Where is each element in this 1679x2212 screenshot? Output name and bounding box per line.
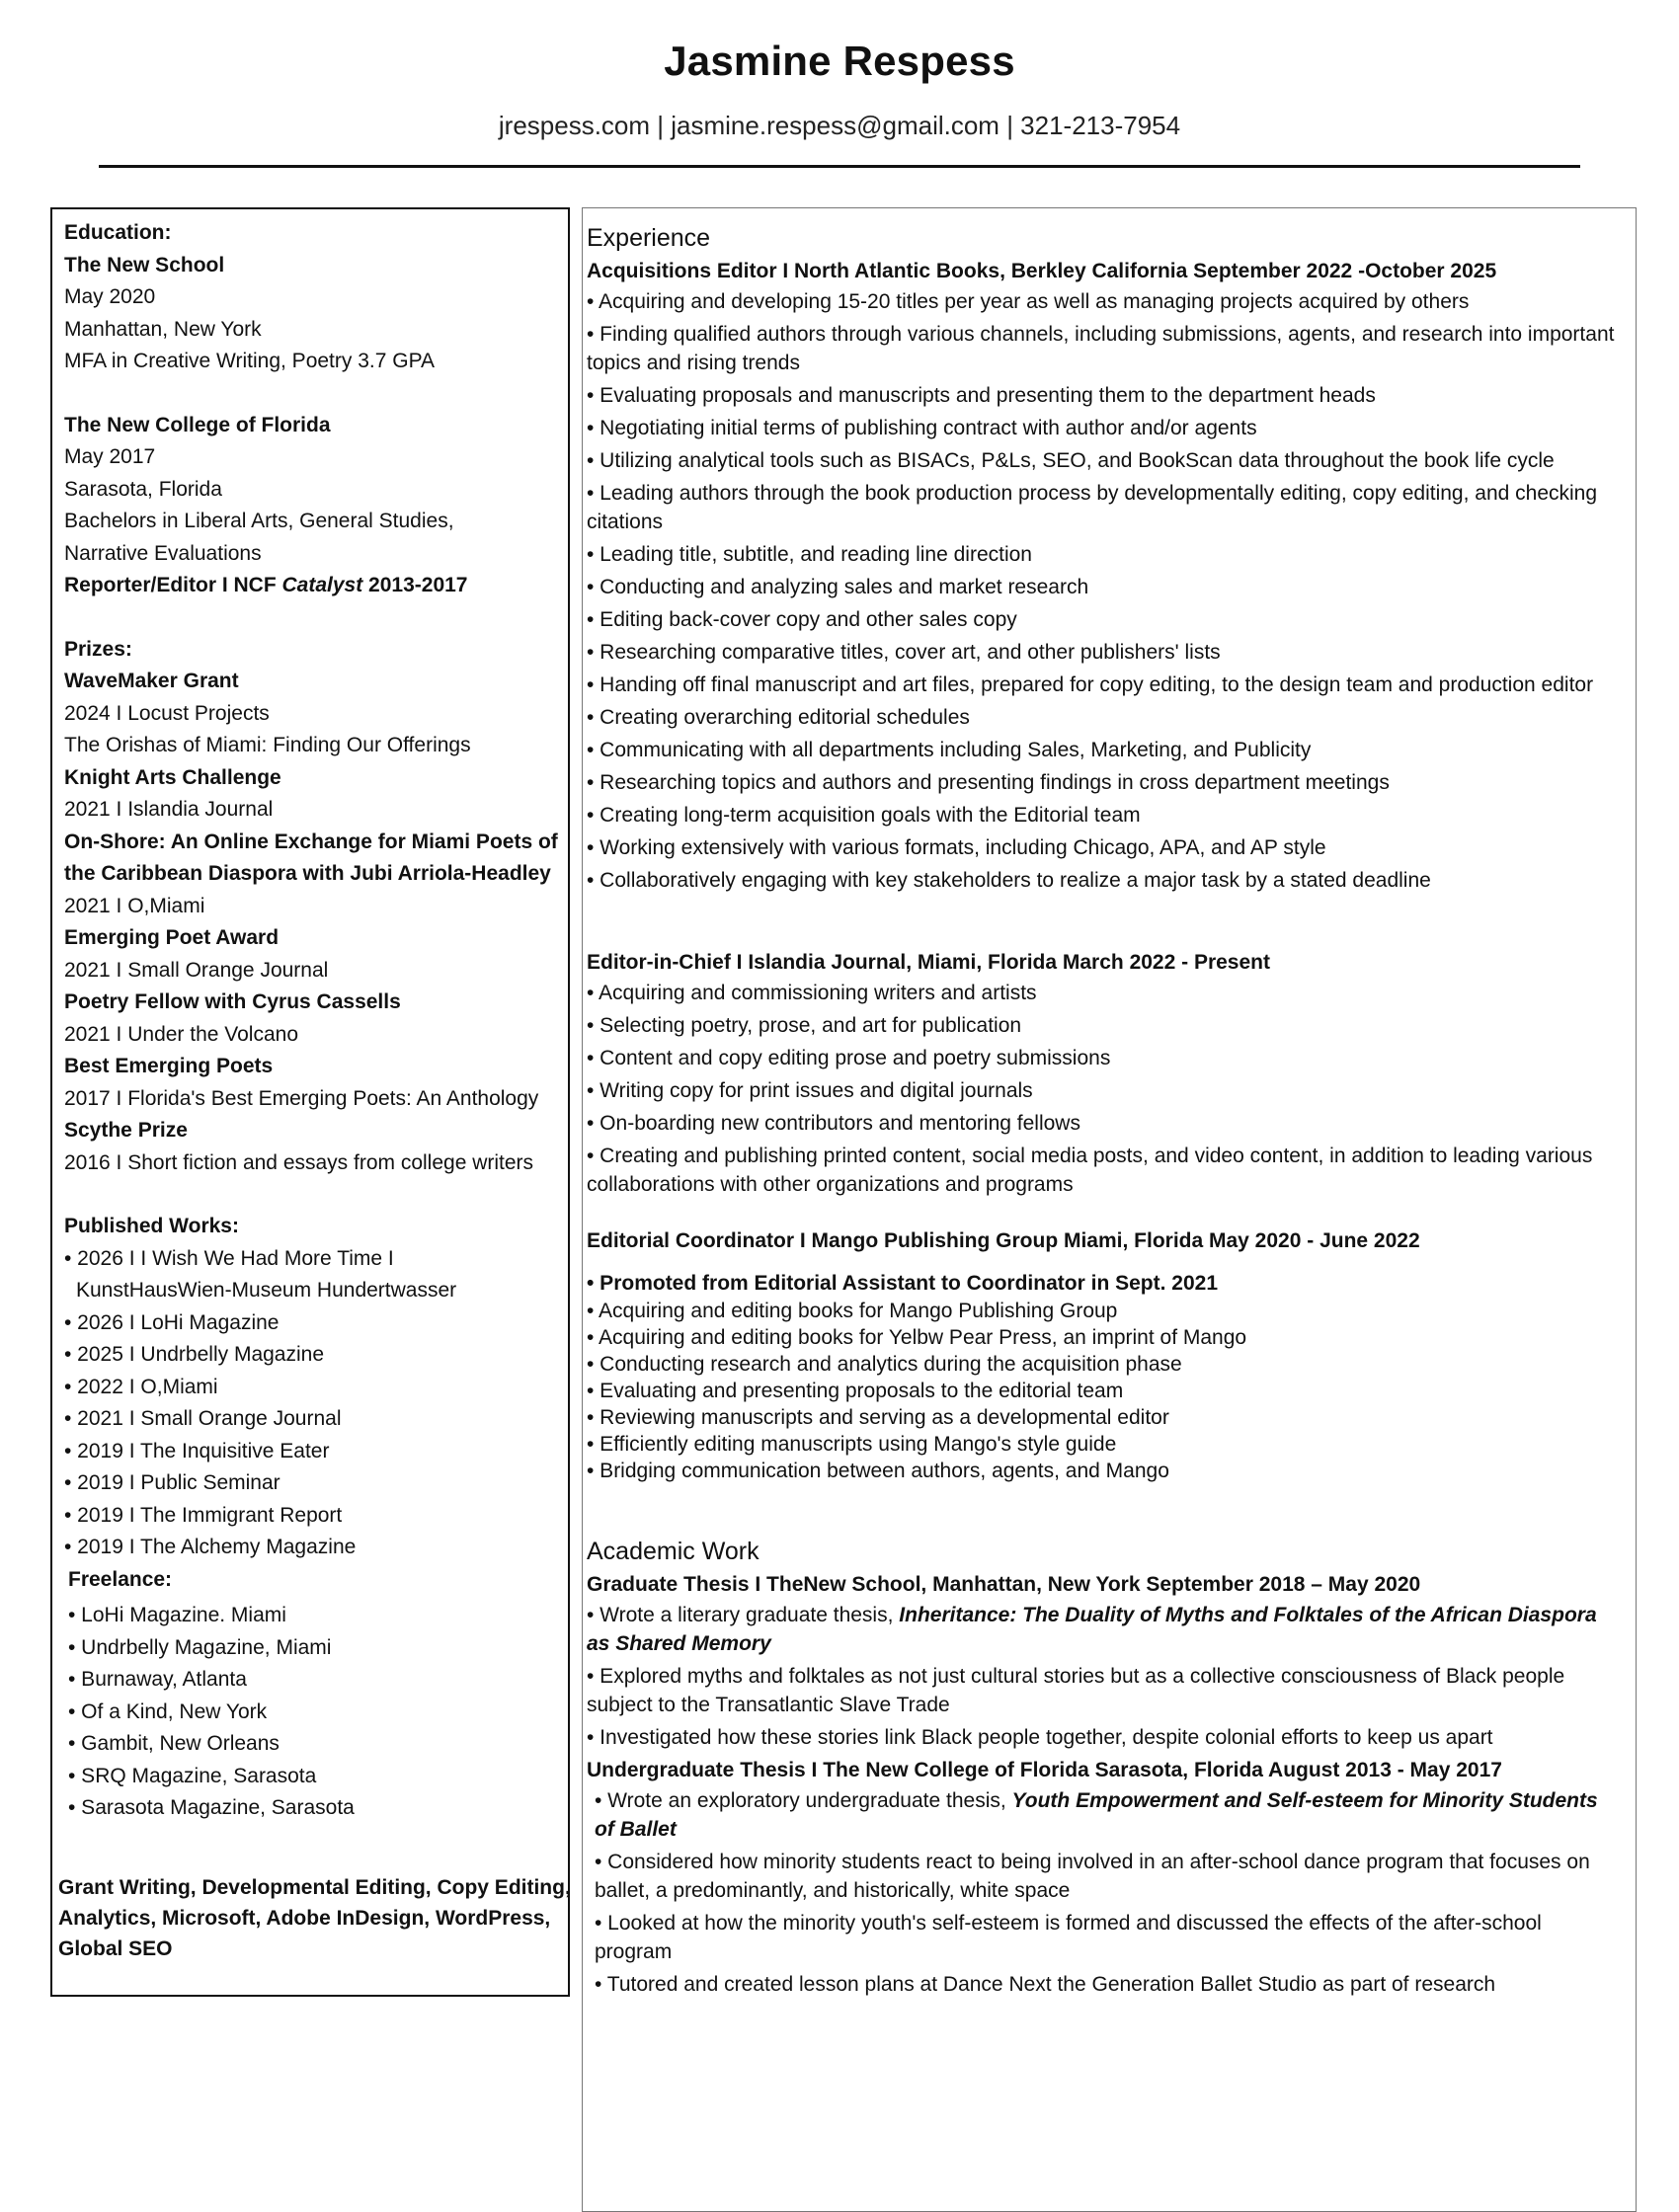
prize-detail: 2024 I Locust Projects <box>64 701 270 725</box>
prize-name: Best Emerging Poets <box>64 1055 274 1077</box>
spacer <box>587 1203 1622 1224</box>
school-name: The New School <box>64 253 225 276</box>
job-bullet: • Acquiring and editing books for Mango Publishing Group <box>587 1300 1118 1322</box>
freelance-item: • SRQ Magazine, Sarasota <box>68 1764 317 1787</box>
spacer <box>587 899 1622 946</box>
published-item: • 2026 I LoHi Magazine <box>64 1310 280 1334</box>
prize-detail: The Orishas of Miami: Finding Our Offerings <box>64 734 471 756</box>
published-item: • 2021 I Small Orange Journal <box>64 1407 342 1430</box>
job-bullet: • Evaluating proposals and manuscripts and presenting them to the department heads <box>587 384 1376 407</box>
education-heading: Education: <box>64 221 172 244</box>
reporter-role-prefix: Reporter/Editor I NCF <box>64 574 282 596</box>
reporter-role <box>64 570 558 602</box>
job-bullet: • Finding qualified authors through various channels, including submissions, agents, and research into important topics and rising trends <box>587 323 1615 374</box>
school-detail: May 2017 <box>64 445 156 468</box>
thesis-bullets <box>587 1601 1622 1752</box>
job-bullet: • Leading authors through the book production process by developmentally editing, copy editing, and checking citations <box>587 482 1598 533</box>
freelance-item: • LoHi Magazine. Miami <box>68 1604 286 1626</box>
published-item: • 2019 I Public Seminar <box>64 1471 280 1494</box>
school-detail: Bachelors in Liberal Arts, General Studies, <box>64 510 454 532</box>
freelance-list <box>64 1600 558 1825</box>
thesis-bullet: • Explored myths and folktales as not just cultural stories but as a collective consciousness of Black people subject to the Transatlantic Slave Trade <box>587 1665 1565 1716</box>
prize-detail: 2016 I Short fiction and essays from college writers <box>64 1150 534 1174</box>
prize-detail: 2021 I Under the Volcano <box>64 1022 299 1046</box>
job-bullet: • Evaluating and presenting proposals to the editorial team <box>587 1380 1124 1402</box>
spacer <box>64 1825 558 1872</box>
published-item: • 2019 I The Inquisitive Eater <box>64 1439 330 1462</box>
job-bullet: • Communicating with all departments including Sales, Marketing, and Publicity <box>587 739 1312 761</box>
published-item: • 2025 I Undrbelly Magazine <box>64 1343 325 1366</box>
job-bullet: • Conducting and analyzing sales and market research <box>587 576 1089 598</box>
thesis-work-title: Inheritance: The Duality of Myths and Folktales of the African Diaspora as Shared Memory <box>587 1604 1597 1655</box>
job-bullet: • Editing back-cover copy and other sales copy <box>587 608 1017 631</box>
prize-name: Emerging Poet Award <box>64 926 280 949</box>
freelance-heading: Freelance: <box>68 1567 173 1591</box>
job-bullet: • Working extensively with various formats, including Chicago, APA, and AP style <box>587 836 1326 859</box>
job-bullet: • Handing off final manuscript and art files, prepared for copy editing, to the design team and production editor <box>587 673 1594 696</box>
academic-heading: Academic Work <box>587 1538 760 1565</box>
prize-detail: 2021 I Small Orange Journal <box>64 958 329 982</box>
job-bullet: • Creating and publishing printed content, social media posts, and video content, in addition to leading various collaborations with other organizations and programs <box>587 1145 1593 1196</box>
spacer <box>64 378 558 410</box>
prize-name-cont: the Caribbean Diaspora with Jubi Arriola-Headley <box>64 862 551 885</box>
job-title: Acquisitions Editor I North Atlantic Books, Berkley California September 2022 -October 2025 <box>587 260 1497 282</box>
thesis-bullet <box>587 1601 1622 1658</box>
job-bullet: • Bridging communication between authors, agents, and Mango <box>587 1460 1169 1482</box>
header-divider <box>99 165 1580 168</box>
job-bullet: • Creating overarching editorial schedules <box>587 706 970 729</box>
job-bullets <box>587 979 1622 1199</box>
thesis-bullet-prefix: • Wrote an exploratory undergraduate thesis, <box>595 1789 1012 1812</box>
prize-name: On-Shore: An Online Exchange for Miami Poets of <box>64 830 558 853</box>
published-item: • 2019 I The Alchemy Magazine <box>64 1536 357 1558</box>
thesis-title: Undergraduate Thesis I The New College of Florida Sarasota, Florida August 2013 - May 2017 <box>587 1759 1502 1781</box>
job-bullet: • Researching topics and authors and presenting findings in cross department meetings <box>587 771 1390 794</box>
school-name: The New College of Florida <box>64 413 331 436</box>
job-title: Editorial Coordinator I Mango Publishing Group Miami, Florida May 2020 - June 2022 <box>587 1229 1420 1252</box>
prize-name: Scythe Prize <box>64 1119 188 1142</box>
school-detail: MFA in Creative Writing, Poetry 3.7 GPA <box>64 350 436 372</box>
prize-name: WaveMaker Grant <box>64 670 239 692</box>
published-item: • 2022 I O,Miami <box>64 1375 218 1398</box>
experience-heading: Experience <box>587 224 711 252</box>
job-bullet: • On-boarding new contributors and mentoring fellows <box>587 1112 1080 1135</box>
freelance-item: • Burnaway, Atlanta <box>68 1668 247 1691</box>
spacer <box>64 602 558 634</box>
job-bullet: • Acquiring and commissioning writers and artists <box>587 982 1037 1004</box>
prize-detail: 2017 I Florida's Best Emerging Poets: An Anthology <box>64 1086 539 1110</box>
thesis-bullet <box>587 1786 1622 1844</box>
published-heading: Published Works: <box>64 1215 239 1237</box>
school-detail: May 2020 <box>64 285 156 308</box>
skills-list: Grant Writing, Developmental Editing, Copy Editing, Analytics, Microsoft, Adobe InDesign, WordPress, Global SEO <box>58 1875 571 1960</box>
prize-detail: 2021 I O,Miami <box>64 894 205 917</box>
thesis-bullets <box>587 1786 1622 1999</box>
job-bullet: • Creating long-term acquisition goals with the Editorial team <box>587 804 1141 827</box>
thesis-bullet: • Investigated how these stories link Black people together, despite colonial efforts to keep us apart <box>587 1726 1493 1749</box>
job-title: Editor-in-Chief I Islandia Journal, Miami, Florida March 2022 - Present <box>587 951 1270 974</box>
freelance-item: • Sarasota Magazine, Sarasota <box>68 1796 355 1819</box>
thesis-title: Graduate Thesis I TheNew School, Manhattan, New York September 2018 – May 2020 <box>587 1573 1421 1596</box>
job-bullet: • Utilizing analytical tools such as BISACs, P&Ls, SEO, and BookScan data throughout the book life cycle <box>587 449 1555 472</box>
spacer <box>587 1484 1622 1532</box>
job-bullet: • Collaboratively engaging with key stakeholders to realize a major task by a stated deadline <box>587 869 1431 892</box>
prize-name: Poetry Fellow with Cyrus Cassells <box>64 990 401 1013</box>
job-bullet: • Acquiring and editing books for Yelbw Pear Press, an imprint of Mango <box>587 1326 1247 1349</box>
reporter-role-years: 2013-2017 <box>362 574 468 596</box>
thesis-bullet: • Tutored and created lesson plans at Dance Next the Generation Ballet Studio as part of research <box>595 1973 1496 1996</box>
left-column <box>50 207 570 1997</box>
job-bullet: • Negotiating initial terms of publishing contract with author and/or agents <box>587 417 1257 439</box>
freelance-item: • Gambit, New Orleans <box>68 1732 280 1755</box>
thesis-bullet-prefix: • Wrote a literary graduate thesis, <box>587 1604 900 1626</box>
school-entry <box>64 250 558 378</box>
resume-name: Jasmine Respess <box>664 38 1015 84</box>
job-bullet: • Efficiently editing manuscripts using Mango's style guide <box>587 1433 1117 1456</box>
published-item-cont: KunstHausWien-Museum Hundertwasser <box>76 1279 457 1302</box>
reporter-publication: Catalyst <box>281 574 363 596</box>
published-item: • 2019 I The Immigrant Report <box>64 1503 343 1527</box>
job-bullet: • Acquiring and developing 15-20 titles per year as well as managing projects acquired by others <box>587 290 1470 313</box>
thesis-bullet: • Looked at how the minority youth's self-esteem is formed and discussed the effects of the after-school program <box>595 1912 1542 1963</box>
job-bullet: • Writing copy for print issues and digital journals <box>587 1079 1033 1102</box>
job-bullet: • Reviewing manuscripts and serving as a developmental editor <box>587 1406 1169 1429</box>
prize-name: Knight Arts Challenge <box>64 765 281 789</box>
promotion-note: • Promoted from Editorial Assistant to Coordinator in Sept. 2021 <box>587 1272 1218 1295</box>
thesis-bullet: • Considered how minority students react to being involved in an after-school dance program that focuses on ballet, a predominantly, and historically, white space <box>595 1851 1590 1902</box>
school-detail: Sarasota, Florida <box>64 477 222 501</box>
prizes-heading: Prizes: <box>64 637 132 661</box>
spacer <box>64 1179 558 1211</box>
job-bullet: • Researching comparative titles, cover art, and other publishers' lists <box>587 641 1221 664</box>
job-bullet: • Conducting research and analytics during the acquisition phase <box>587 1353 1182 1376</box>
job-bullets <box>587 287 1622 895</box>
job-bullets <box>587 1298 1622 1484</box>
school-entry <box>64 410 558 571</box>
job-bullet: • Leading title, subtitle, and reading line direction <box>587 543 1032 566</box>
job-bullet: • Selecting poetry, prose, and art for publication <box>587 1014 1022 1037</box>
prize-detail: 2021 I Islandia Journal <box>64 798 274 821</box>
thesis-work-title: Youth Empowerment and Self-esteem for Minority Students of Ballet <box>595 1789 1598 1841</box>
school-detail: Narrative Evaluations <box>64 541 262 565</box>
published-item: • 2026 I I Wish We Had More Time I <box>64 1246 394 1270</box>
school-detail: Manhattan, New York <box>64 317 262 341</box>
spacer <box>587 1257 1622 1269</box>
freelance-item: • Of a Kind, New York <box>68 1699 268 1723</box>
job-bullet: • Content and copy editing prose and poetry submissions <box>587 1047 1111 1069</box>
freelance-item: • Undrbelly Magazine, Miami <box>68 1635 332 1659</box>
right-column <box>582 207 1637 2212</box>
contact-line: jrespess.com | jasmine.respess@gmail.com | 321-213-7954 <box>498 111 1181 140</box>
